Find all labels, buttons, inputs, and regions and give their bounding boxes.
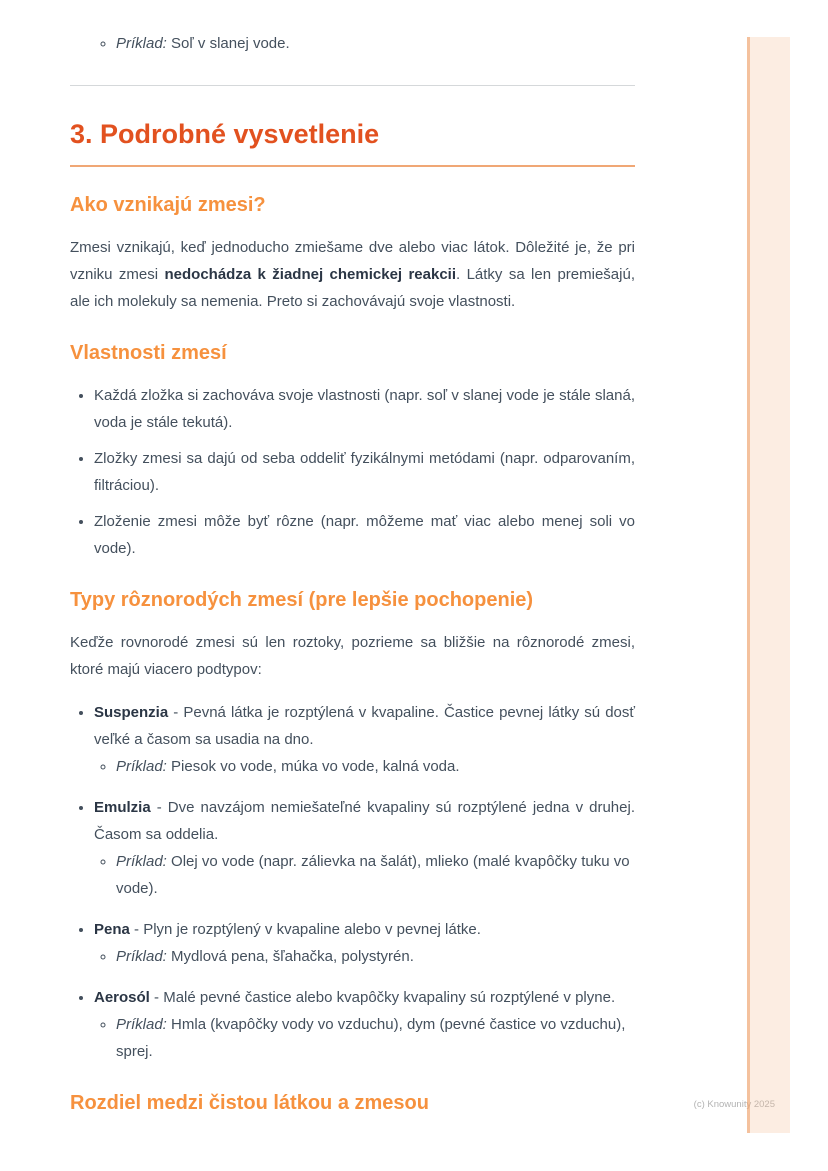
- paragraph-types-intro: Keďže rovnorodé zmesi sú len roztoky, pozrieme sa bližšie na rôznorodé zmesi, ktoré majú viacero podtypov:: [70, 634, 635, 678]
- section-divider: [70, 85, 635, 86]
- paragraph-bold-text: nedochádza k žiadnej chemickej reakcii: [164, 266, 457, 283]
- example-sublist: [94, 943, 635, 970]
- footer-credit: (c) Knowunity 2025: [693, 1099, 775, 1110]
- example-item: [116, 1011, 635, 1065]
- example-text: Soľ v slanej vode.: [171, 35, 290, 52]
- list-item-emulzia: [94, 794, 635, 902]
- paragraph-text: Zmesi vznikajú, keď jednoducho zmiešame dve alebo viac látok. Dôležité je, že pri vzniku zmesi: [70, 239, 635, 283]
- example-text: Mydlová pena, šľahačka, polystyrén.: [171, 948, 414, 965]
- term-description: - Malé pevné častice alebo kvapôčky kvapaliny sú rozptýlené v plyne.: [154, 989, 616, 1006]
- list-item-pena: [94, 916, 635, 970]
- example-label: Príklad:: [116, 948, 167, 965]
- example-text: Olej vo vode (napr. zálievka na šalát), mlieko (malé kvapôčky tuku vo vode).: [116, 853, 630, 897]
- example-item: [116, 30, 635, 57]
- example-label: Príklad:: [116, 758, 167, 775]
- term-label: Aerosól: [94, 989, 150, 1006]
- example-sublist: [94, 1011, 635, 1065]
- example-sublist: [94, 848, 635, 902]
- paragraph-text: . Látky sa len premiešajú, ale ich molekuly sa nemenia. Preto si zachovávajú svoje vlastnosti.: [70, 266, 635, 310]
- page-edge-stripe: [747, 37, 790, 1133]
- example-label: Príklad:: [116, 35, 167, 52]
- example-text: Hmla (kvapôčky vody vo vzduchu), dym (pevné častice vo vzduchu), sprej.: [116, 1016, 626, 1060]
- document-page: [70, 0, 635, 1132]
- section-heading-rozdiel: Rozdiel medzi čistou látkou a zmesou: [70, 1092, 429, 1114]
- list-item: • Každá zložka si zachováva svoje vlastnosti (napr. soľ v slanej vode je stále slaná, voda je stále tekutá).: [94, 382, 635, 436]
- example-item: [116, 943, 635, 970]
- term-label: Pena: [94, 921, 130, 938]
- term-description: - Pevná látka je rozptýlená v kvapaline. Častice pevnej látky sú dosť veľké a časom sa usadia na dno.: [94, 704, 635, 748]
- list-item-suspenzia: [94, 699, 635, 780]
- list-item-aerosol: [94, 984, 635, 1065]
- section-heading-ako-vznikaju-zmesi: Ako vznikajú zmesi?: [70, 194, 266, 216]
- example-item: [116, 753, 635, 780]
- page-title: 3. Podrobné vysvetlenie: [70, 116, 635, 167]
- example-sublist: [94, 753, 635, 780]
- list-item: • Zložky zmesi sa dajú od seba oddeliť fyzikálnymi metódami (napr. odparovaním, filtráciou).: [94, 445, 635, 499]
- example-text: Piesok vo vode, múka vo vode, kalná voda.: [171, 758, 460, 775]
- term-description: - Plyn je rozptýlený v kvapaline alebo v pevnej látke.: [134, 921, 481, 938]
- example-label: Príklad:: [116, 853, 167, 870]
- section-heading-vlastnosti-zmesi: Vlastnosti zmesí: [70, 342, 227, 364]
- example-item: [116, 848, 635, 902]
- list-item: • Zloženie zmesi môže byť rôzne (napr. môžeme mať viac alebo menej soli vo vode).: [94, 508, 635, 562]
- term-label: Emulzia: [94, 799, 151, 816]
- mixture-types-list: [70, 699, 635, 1065]
- properties-list: [70, 382, 635, 562]
- term-label: Suspenzia: [94, 704, 169, 721]
- paragraph-how-mixtures-form: [70, 234, 635, 315]
- section-heading-typy-zmesi: Typy rôznorodých zmesí (pre lepšie pochopenie): [70, 589, 534, 611]
- top-example-list: [70, 30, 635, 57]
- example-label: Príklad:: [116, 1016, 167, 1033]
- term-description: - Dve navzájom nemiešateľné kvapaliny sú rozptýlené jedna v druhej. Časom sa oddelia.: [94, 799, 635, 843]
